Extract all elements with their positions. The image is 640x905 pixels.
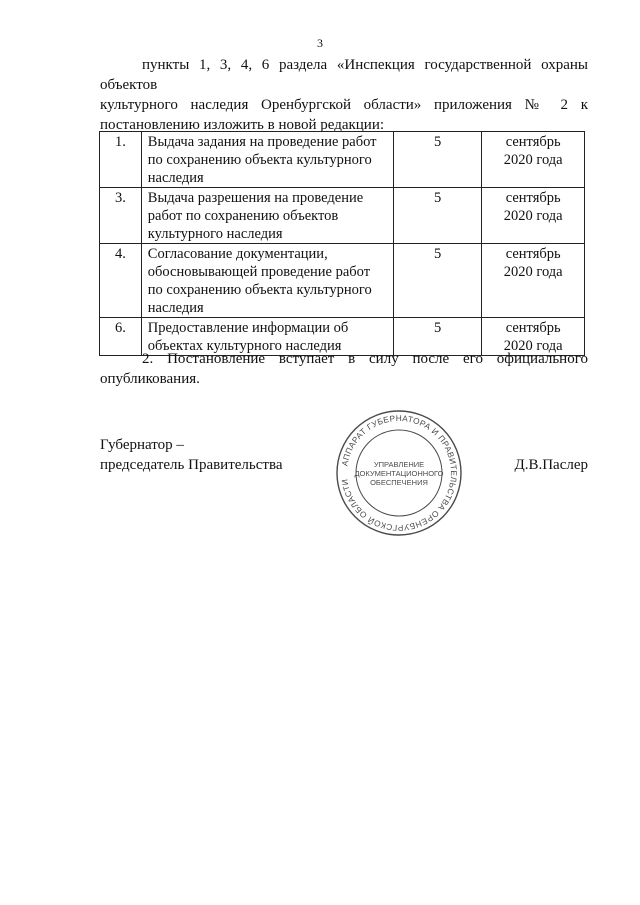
service-name-line: по сохранению объекта культурного — [147, 282, 372, 298]
table-row — [100, 132, 585, 188]
row-number-cell: 3. — [100, 188, 142, 244]
deadline-cell — [482, 132, 585, 188]
service-name-line: наследия — [147, 300, 204, 316]
intro-paragraph — [100, 55, 588, 135]
signatory-title-line-1: Губернатор – — [100, 437, 184, 453]
service-name-cell — [141, 244, 393, 318]
stamp-inner-line-3: ОБЕСПЕЧЕНИЯ — [370, 478, 428, 487]
service-name-line: Выдача разрешения на проведение — [147, 190, 364, 206]
page-number: 3 — [317, 36, 323, 50]
signatory-name: Д.В.Паслер — [514, 457, 588, 473]
service-name-cell — [141, 188, 393, 244]
table-row — [100, 188, 585, 244]
deadline-line: 2020 года — [503, 208, 563, 224]
service-name-line: работ по сохранению объектов — [147, 208, 339, 224]
term-cell: 5 — [393, 132, 481, 188]
deadline-line: сентябрь — [505, 246, 561, 262]
amendment-table-body — [100, 132, 585, 356]
row-number-cell: 1. — [100, 132, 142, 188]
term-cell: 5 — [393, 188, 481, 244]
service-name-line: наследия — [147, 170, 204, 186]
deadline-line: 2020 года — [503, 152, 563, 168]
stamp-inner-line-2: ДОКУМЕНТАЦИОННОГО — [354, 469, 444, 478]
service-name-line: по сохранению объекта культурного — [147, 152, 372, 168]
intro-line-1: пункты 1, 3, 4, 6 раздела «Инспекция государственной охраны объектов — [100, 57, 588, 93]
deadline-line: сентябрь — [505, 320, 561, 336]
deadline-line: сентябрь — [505, 190, 561, 206]
service-name-line: Предоставление информации об — [147, 320, 349, 336]
clause-2-line-1: 2. Постановление вступает в силу после его официального — [142, 351, 588, 367]
service-name-cell — [141, 132, 393, 188]
deadline-line: 2020 года — [503, 264, 563, 280]
service-name-line: культурного наследия — [147, 226, 283, 242]
deadline-cell — [482, 244, 585, 318]
signatory-title-line-2: председатель Правительства — [100, 457, 283, 473]
official-stamp — [334, 408, 464, 538]
signatory-title — [100, 435, 283, 475]
amendment-table — [99, 131, 585, 356]
service-name-line: Выдача задания на проведение работ — [147, 134, 377, 150]
clause-2-paragraph — [100, 349, 588, 389]
stamp-inner-line-1: УПРАВЛЕНИЕ — [373, 460, 425, 469]
deadline-cell — [482, 188, 585, 244]
service-name-line: обосновывающей проведение работ — [147, 264, 371, 280]
deadline-line: сентябрь — [505, 134, 561, 150]
term-cell: 5 — [393, 244, 481, 318]
table-row — [100, 244, 585, 318]
intro-line-2: культурного наследия Оренбургской области» приложения № 2 к — [100, 97, 588, 113]
stamp-outer-text: АППАРАТ ГУБЕРНАТОРА И ПРАВИТЕЛЬСТВА ОРЕНБУРГСКОЙ ОБЛАСТИ — [339, 412, 460, 534]
service-name-line: объектах культурного наследия — [147, 338, 342, 354]
intro-line-3: постановлению изложить в новой редакции: — [100, 117, 385, 133]
row-number-cell: 4. — [100, 244, 142, 318]
term-cell: 5 — [393, 318, 481, 356]
clause-2-line-2: опубликования. — [100, 371, 200, 387]
row-number-cell: 6. — [100, 318, 142, 356]
deadline-line: 2020 года — [503, 338, 563, 354]
service-name-line: Согласование документации, — [147, 246, 328, 262]
